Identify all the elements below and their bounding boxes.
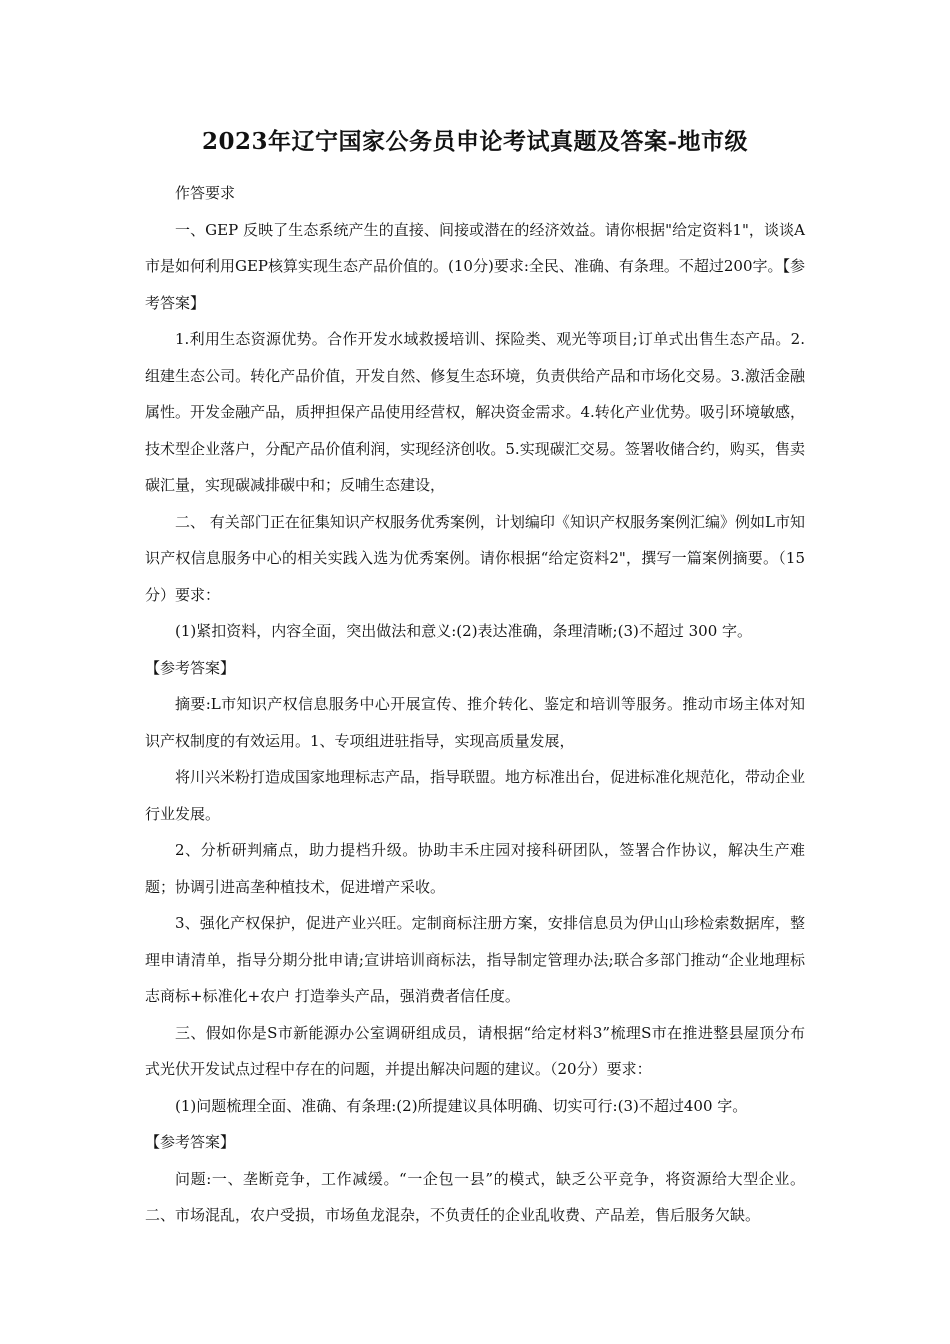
paragraph: 摘要:L市知识产权信息服务中心开展宣传、推介转化、鉴定和培训等服务。推动市场主体对知识产权制度的有效运用。1、专项组进驻指导，实现高质量发展， <box>145 695 805 750</box>
paragraph: (1)紧扣资料，内容全面，突出做法和意义:(2)表达准确，条理清晰;(3)不超过 300 字。 <box>175 622 753 640</box>
paragraph: (1)问题梳理全面、准确、有条理:(2)所提建议具体明确、切实可行:(3)不超过400 字。 <box>175 1096 748 1115</box>
paragraph: 作答要求 <box>175 184 236 202</box>
paragraph: 3、强化产权保护，促进产业兴旺。定制商标注册方案，安排信息员为伊山山珍检索数据库，整理申请清单，指导分期分批申请;宣讲培训商标法，指导制定管理办法;联合多部门推动“企业地理标志商标+标准化+农户 打造拳头产品，强消费者信任度。 <box>145 914 805 1005</box>
paragraph: 问题:一、垄断竞争，工作减缓。“一企包一县”的模式，缺乏公平竞争，将资源给大型企业。二、市场混乱，农户受损，市场鱼龙混杂，不负责任的企业乱收费、产品差，售后服务欠缺。 <box>145 1169 805 1224</box>
paragraph: 二、 有关部门正在征集知识产权服务优秀案例，计划编印《知识产权服务案例汇编》例如L市知识产权信息服务中心的相关实践入选为优秀案例。请你根据“给定资料2"，撰写一篇案例摘要。（15分）要求： <box>145 512 805 604</box>
paragraph: 三、假如你是S市新能源办公室调研组成员，请根据“给定材料3”梳理S市在推进整县屋顶分布式光伏开发试点过程中存在的问题，并提出解决问题的建议。（20分）要求： <box>145 1023 805 1078</box>
paragraph: 1.利用生态资源优势。合作开发水域救援培训、探险类、观光等项目;订单式出售生态产品。2.组建生态公司。转化产品价值，开发自然、修复生态环境，负责供给产品和市场化交易。3.激活金融属性。开发金融产品，质押担保产品使用经营权，解决资金需求。4.转化产业优势。吸引环境敏感，技术型企业落户，分配产品价值利润，实现经济创收。5.实现碳汇交易。签署收储合约，购买，售卖碳汇量，实现碳减排碳中和；反哺生态建设， <box>145 330 805 494</box>
paragraph: 【参考答案】 <box>145 1133 236 1151</box>
document-title: 2023年辽宁国家公务员申论考试真题及答案-地市级 <box>201 128 749 155</box>
paragraph: 将川兴米粉打造成国家地理标志产品，指导联盟。地方标准出台，促进标准化规范化，带动企业行业发展。 <box>145 768 806 823</box>
paragraph: 【参考答案】 <box>145 658 236 677</box>
paragraph: 一、GEP 反映了生态系统产生的直接、间接或潜在的经济效益。请你根据"给定资料1"，谈谈A市是如何利用GEP核算实现生态产品价值的。(10分)要求:全民、准确、有条理。不超过200字。【参考答案】 <box>145 220 806 312</box>
document-body <box>145 175 805 1234</box>
paragraph: 2、分析研判痛点，助力提档升级。协助丰禾庄园对接科研团队，签署合作协议，解决生产难题；协调引进高垄种植技术，促进增产采收。 <box>145 841 805 896</box>
